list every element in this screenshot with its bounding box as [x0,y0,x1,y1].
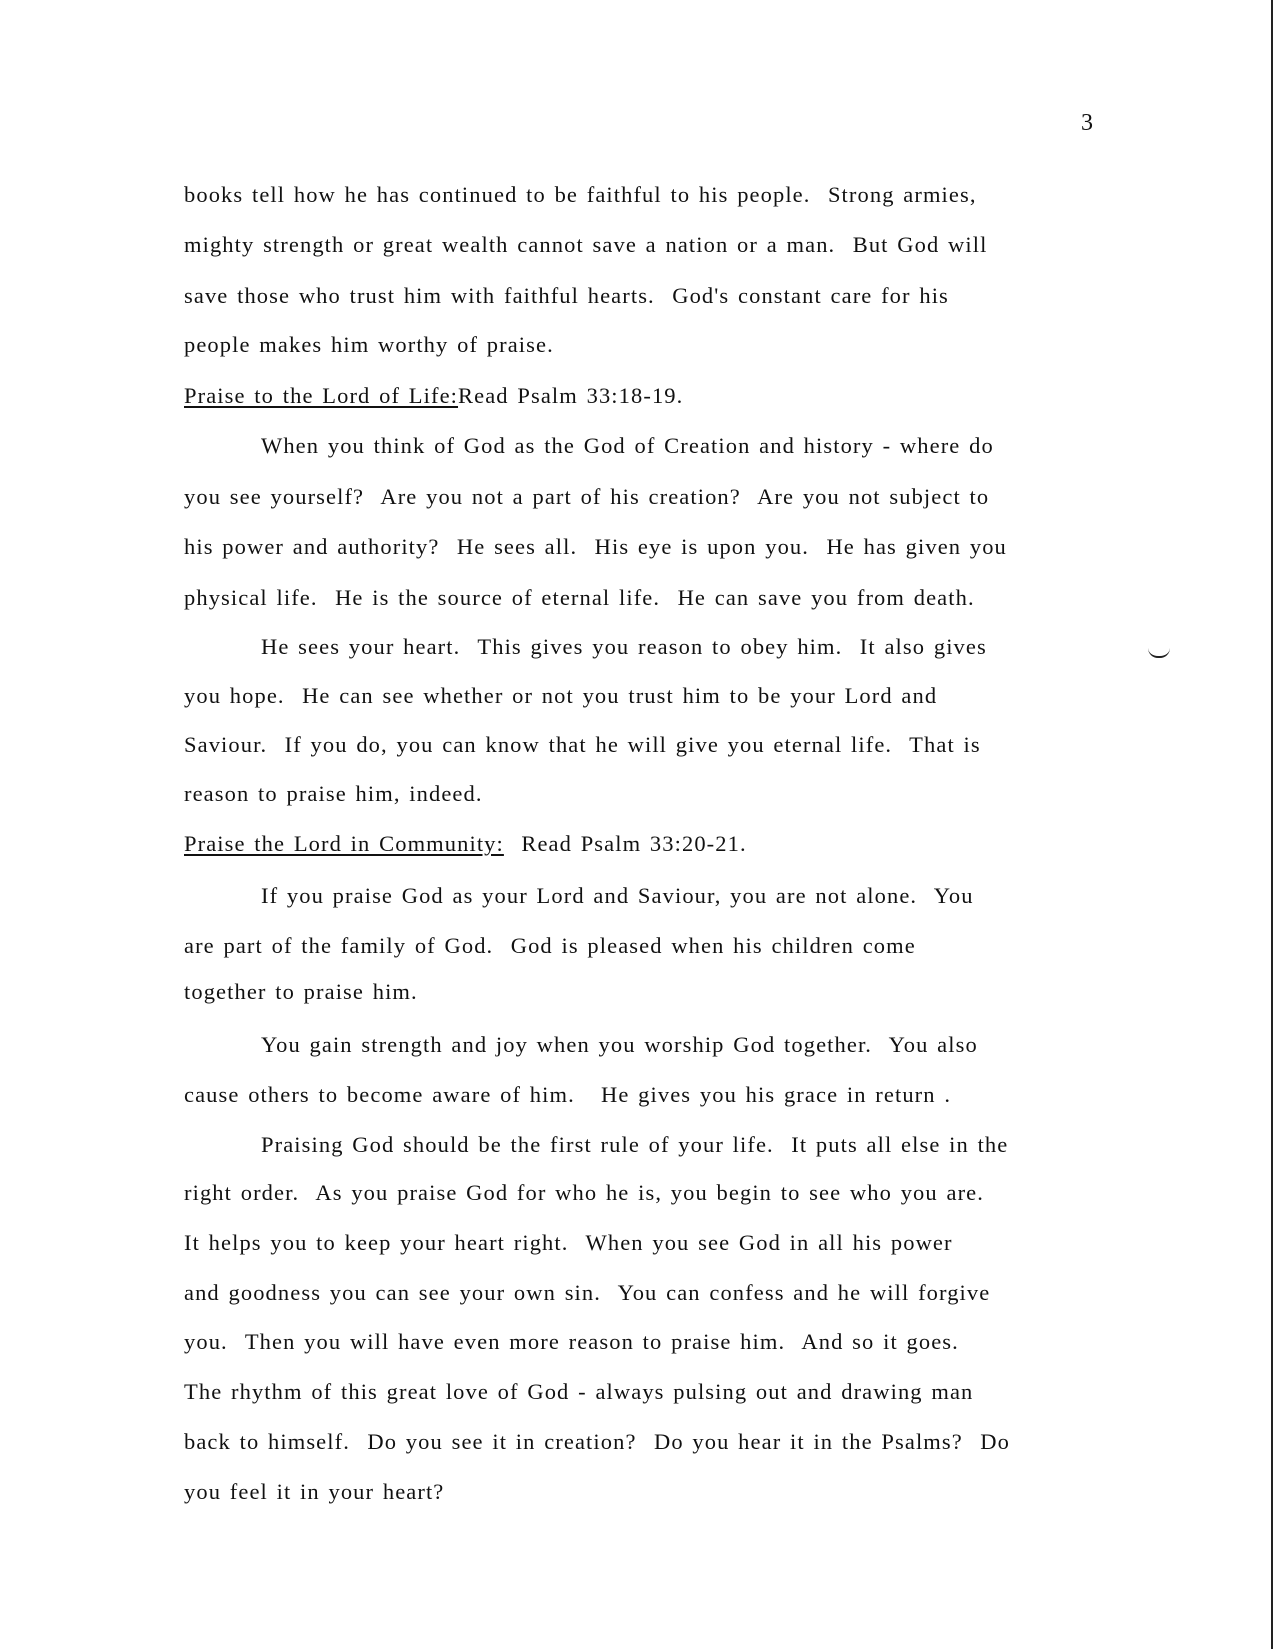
scripture-reference: Read Psalm 33:18-19. [458,383,684,408]
text-line [184,979,418,1005]
line-text: save those who trust him with faithful hearts. God's constant care for his [184,283,949,308]
page-number: 3 [1081,110,1093,136]
line-text: people makes him worthy of praise. [184,332,554,357]
text-line [184,831,747,857]
scripture-reference: Read Psalm 33:20-21. [503,831,747,856]
text-line [184,1082,951,1108]
text-line [184,283,949,309]
text-line [261,634,987,660]
text-line [184,383,683,409]
line-text: his power and authority? He sees all. His eye is upon you. He has given you [184,534,1007,559]
text-line [261,1132,1008,1158]
line-text: He sees your heart. This gives you reason to obey him. It also gives [261,634,987,659]
text-line [184,732,981,758]
text-line [184,534,1007,560]
scan-edge-line [1271,0,1273,1649]
text-line [184,683,937,709]
text-line [184,1479,444,1505]
line-text: The rhythm of this great love of God - always pulsing out and drawing man [184,1379,974,1404]
line-text: Saviour. If you do, you can know that he will give you eternal life. That is [184,732,981,757]
text-line [261,433,994,459]
text-line [184,1329,959,1355]
line-text: Praising God should be the first rule of your life. It puts all else in the [261,1132,1009,1157]
section-heading: Praise to the Lord of Life: [184,383,459,408]
line-text: It helps you to keep your heart right. When you see God in all his power [184,1230,953,1255]
text-line [184,1230,953,1256]
line-text: you see yourself? Are you not a part of his creation? Are you not subject to [184,484,990,509]
line-text: together to praise him. [184,979,418,1004]
line-text: you feel it in your heart? [184,1479,445,1504]
line-text: are part of the family of God. God is pleased when his children come [184,933,916,958]
line-text: If you praise God as your Lord and Saviour, you are not alone. You [261,883,974,908]
line-text: physical life. He is the source of eternal life. He can save you from death. [184,585,975,610]
line-text: You gain strength and joy when you worship God together. You also [261,1032,978,1057]
text-line [184,585,975,611]
text-line [184,232,987,258]
line-text: reason to praise him, indeed. [184,781,483,806]
line-text: mighty strength or great wealth cannot save a nation or a man. But God will [184,232,988,257]
line-text: right order. As you praise God for who he is, you begin to see who you are. [184,1180,984,1205]
text-line [184,781,483,807]
line-text: and goodness you can see your own sin. You can confess and he will forgive [184,1280,991,1305]
stray-scan-mark [1148,648,1170,658]
text-line [184,1180,984,1206]
line-text: When you think of God as the God of Creation and history - where do [261,433,994,458]
text-line [184,933,916,959]
text-line [184,1379,973,1405]
line-text: you hope. He can see whether or not you trust him to be your Lord and [184,683,938,708]
section-heading: Praise the Lord in Community: [184,831,504,856]
text-line [184,484,989,510]
text-line [261,1032,978,1058]
text-line [184,332,554,358]
text-line [184,1429,1010,1455]
line-text: you. Then you will have even more reason to praise him. And so it goes. [184,1329,959,1354]
text-line [184,1280,990,1306]
line-text: books tell how he has continued to be faithful to his people. Strong armies, [184,182,977,207]
text-line [184,182,977,208]
line-text: cause others to become aware of him. He gives you his grace in return . [184,1082,952,1107]
text-line [261,883,974,909]
line-text: back to himself. Do you see it in creation? Do you hear it in the Psalms? Do [184,1429,1010,1454]
